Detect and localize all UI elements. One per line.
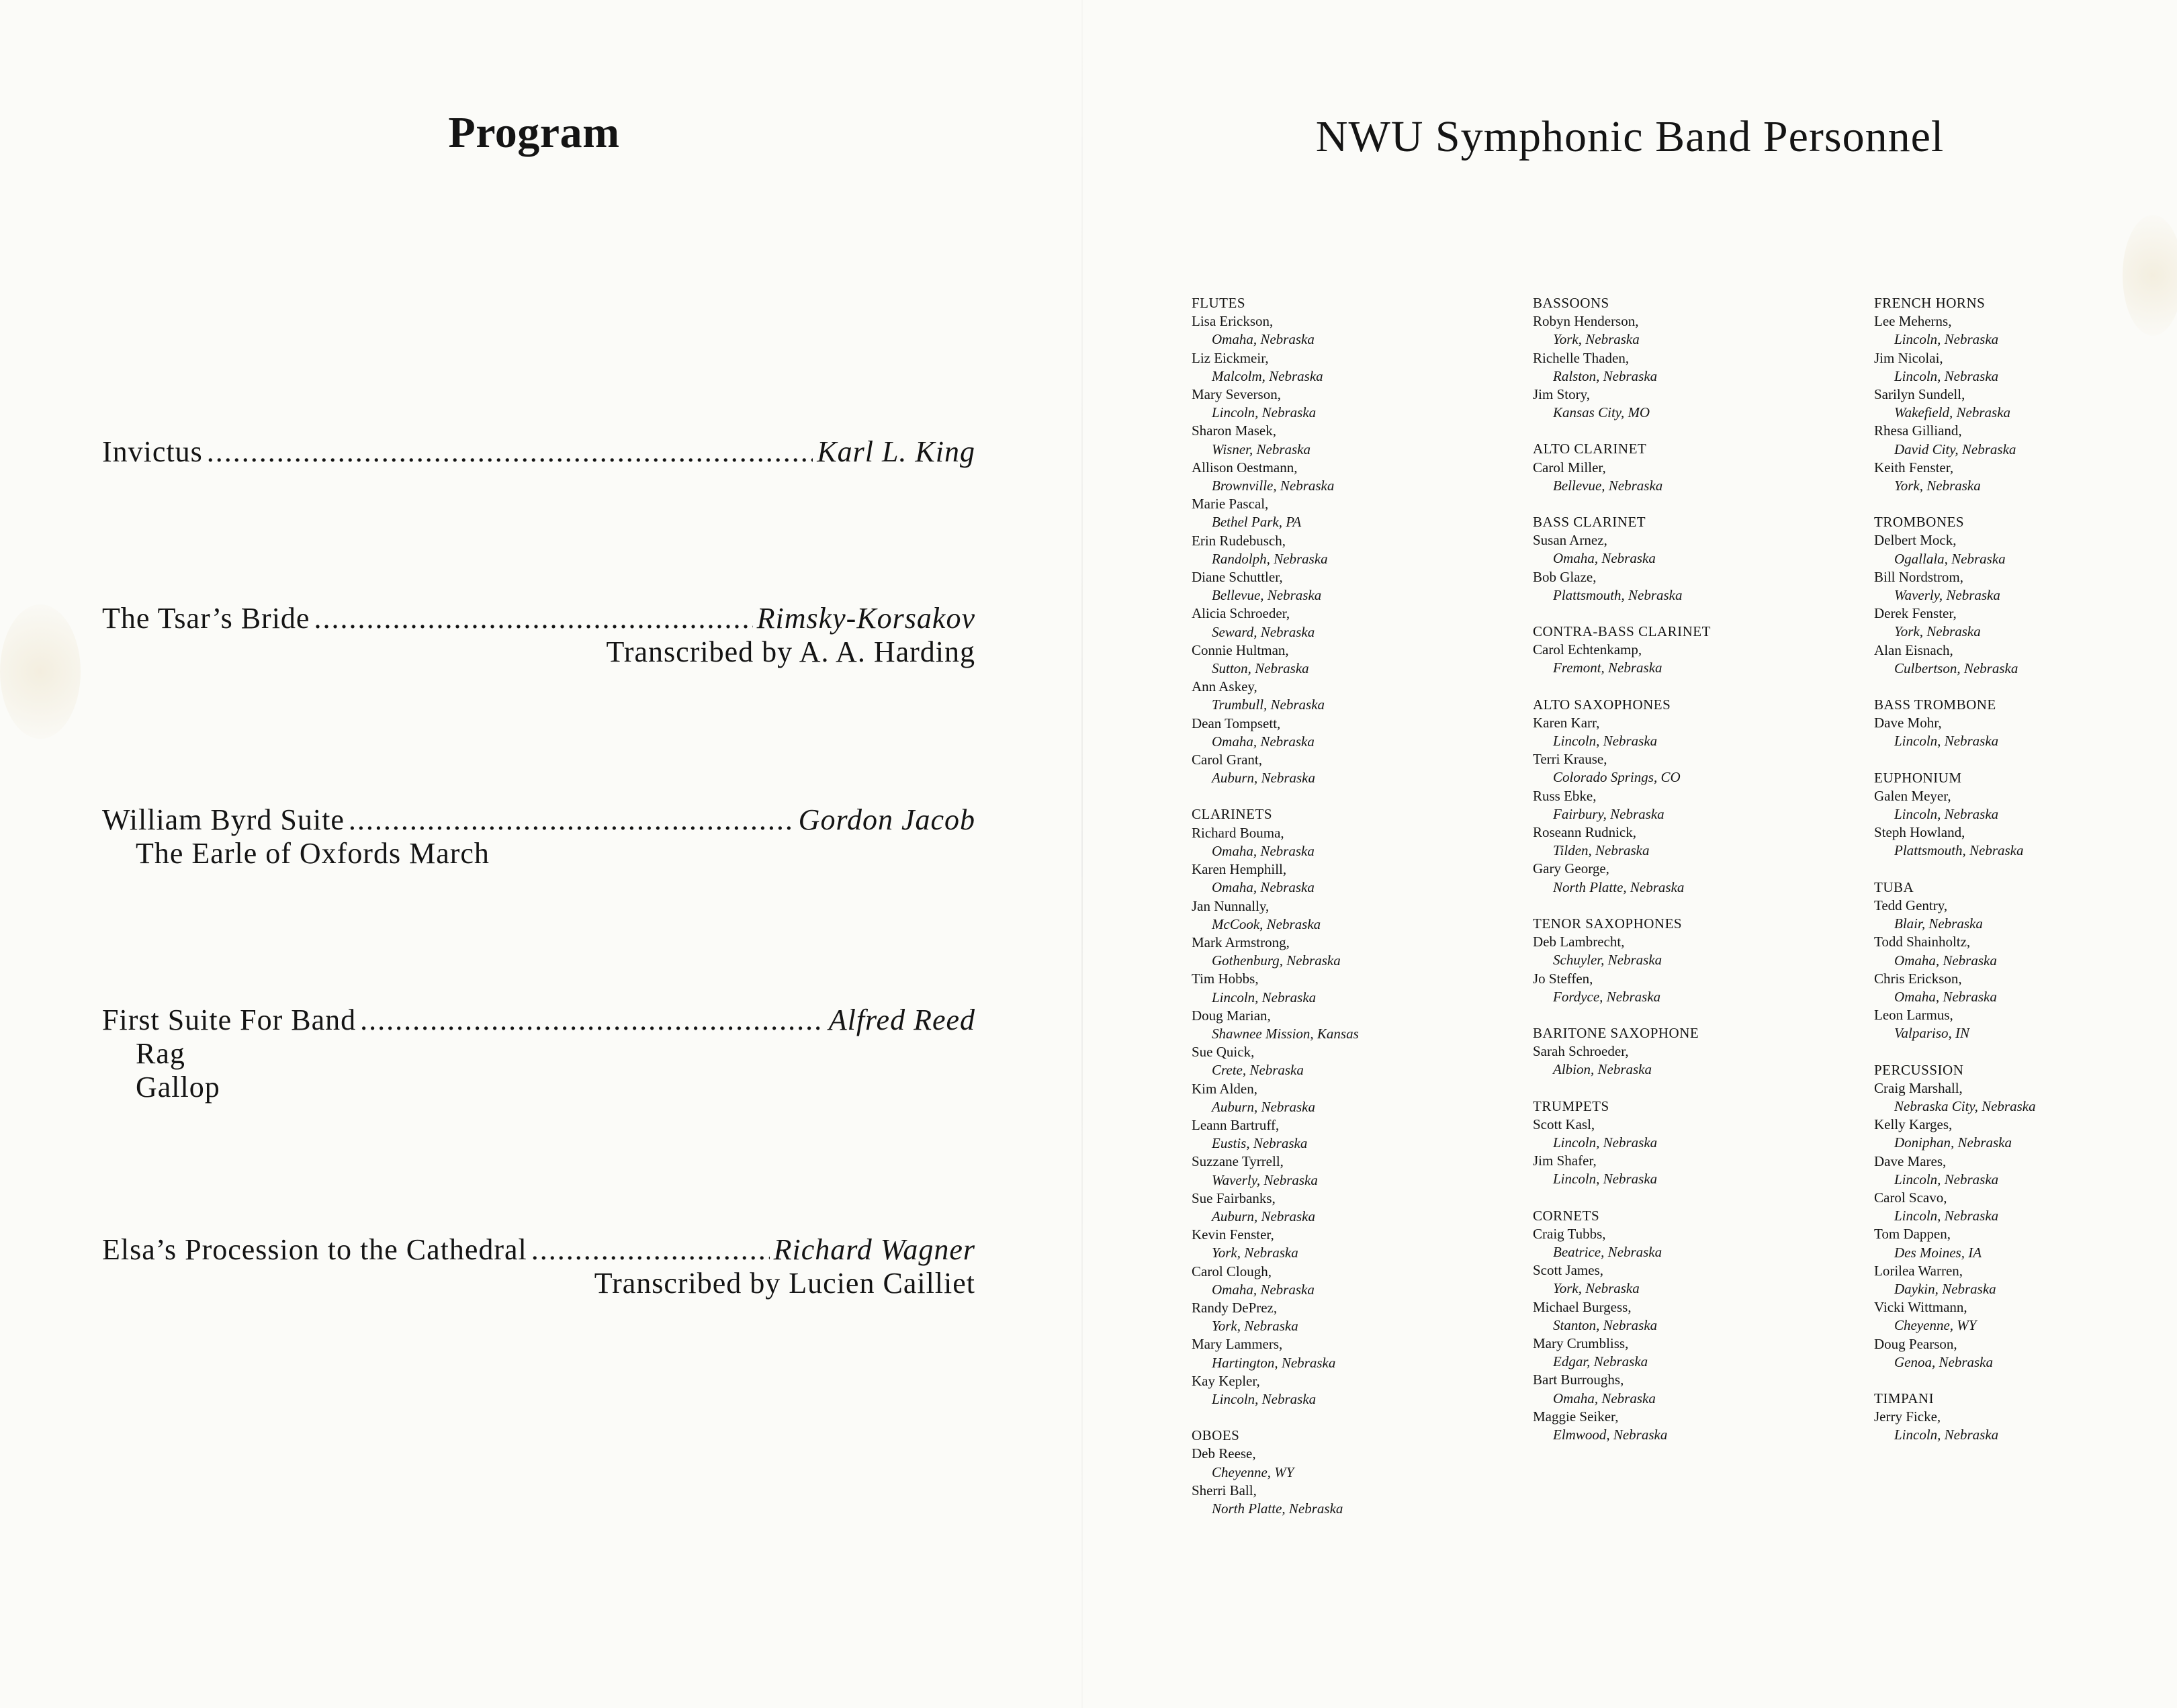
program-page [0,0,1081,1708]
member-hometown: Gothenburg, Nebraska [1212,952,1341,969]
section-heading: CLARINETS [1192,806,1272,823]
instrument-section [1192,805,1494,1408]
member-hometown: Lincoln, Nebraska [1553,1134,1658,1151]
program-item [102,602,975,669]
member-name: Kay Kepler, [1192,1372,1260,1389]
instrument-section [1533,623,1835,678]
member-name: Ann Askey, [1192,678,1257,695]
section-heading: BARITONE SAXOPHONE [1533,1024,1699,1041]
composer-name: Alfred Reed [828,1003,975,1036]
member-name: Jim Story, [1533,386,1590,403]
member-name: Jim Nicolai, [1874,349,1943,366]
member-hometown: Lincoln, Nebraska [1894,806,1999,823]
member-name: Bill Nordstrom, [1874,568,1964,585]
member-hometown: York, Nebraska [1212,1245,1298,1261]
section-heading: CORNETS [1533,1207,1600,1224]
member-name: Delbert Mock, [1874,532,1957,549]
member-hometown: Lincoln, Nebraska [1894,1427,1999,1443]
member-name: Kevin Fenster, [1192,1226,1274,1243]
personnel-column [1533,294,1835,1462]
member-hometown: Lincoln, Nebraska [1212,404,1317,421]
member-hometown: Lincoln, Nebraska [1894,331,1999,348]
member-name: Derek Fenster, [1874,605,1957,622]
member-name: Deb Lambrecht, [1533,934,1625,950]
member-hometown: Fremont, Nebraska [1553,660,1662,676]
member-hometown: Trumbull, Nebraska [1212,696,1325,713]
member-hometown: Randolph, Nebraska [1212,550,1328,567]
member-hometown: Schuyler, Nebraska [1553,952,1662,969]
member-hometown: Omaha, Nebraska [1212,1281,1315,1298]
member-hometown: Lincoln, Nebraska [1553,733,1658,750]
member-name: Richard Bouma, [1192,824,1284,841]
member-name: Scott Kasl, [1533,1116,1595,1132]
member-hometown: Waverly, Nebraska [1212,1171,1318,1188]
member-name: Leon Larmus, [1874,1007,1953,1024]
member-hometown: Albion, Nebraska [1553,1061,1652,1078]
member-name: Liz Eickmeir, [1192,349,1269,366]
instrument-section [1533,696,1835,897]
member-hometown: Elmwood, Nebraska [1553,1426,1668,1443]
section-heading: BASSOONS [1533,295,1609,311]
member-name: Galen Meyer, [1874,787,1951,804]
member-name: Sarilyn Sundell, [1874,386,1965,403]
member-name: Doug Pearson, [1874,1335,1957,1352]
member-name: Craig Tubbs, [1533,1225,1606,1242]
member-name: Maggie Seiker, [1533,1408,1619,1425]
member-name: Leann Bartruff, [1192,1116,1280,1133]
personnel-column [1192,294,1494,1536]
leader-dots [531,1233,770,1267]
member-hometown: York, Nebraska [1212,1318,1298,1335]
member-hometown: Shawnee Mission, Kansas [1212,1025,1359,1042]
program-item-line [102,1003,975,1037]
member-hometown: Fordyce, Nebraska [1553,988,1661,1005]
member-name: Sarah Schroeder, [1533,1043,1629,1060]
member-hometown: Doniphan, Nebraska [1894,1134,2012,1151]
member-name: Richelle Thaden, [1533,349,1630,366]
member-hometown: Kansas City, MO [1553,404,1650,421]
section-heading: TIMPANI [1874,1390,1935,1406]
instrument-section [1874,513,2176,678]
leader-dots [349,803,795,837]
member-name: Doug Marian, [1192,1007,1271,1024]
instrument-section [1192,294,1494,787]
arranger-credit: Transcribed by A. A. Harding [606,635,975,668]
leader-dots [360,1003,825,1037]
member-hometown: Omaha, Nebraska [1894,952,1997,969]
program-item [102,803,975,870]
member-name: Rhesa Gilliand, [1874,422,1962,439]
instrument-section [1533,440,1835,495]
member-name: Lisa Erickson, [1192,313,1274,330]
member-hometown: Lincoln, Nebraska [1894,1171,1999,1187]
member-name: Dave Mohr, [1874,715,1942,731]
page-title: Program [448,108,620,157]
member-hometown: Omaha, Nebraska [1553,550,1656,567]
member-hometown: Omaha, Nebraska [1212,733,1315,750]
personnel-column [1874,294,2176,1463]
member-hometown: Edgar, Nebraska [1553,1353,1648,1370]
leader-dots [314,602,752,635]
member-hometown: Omaha, Nebraska [1212,842,1315,859]
piece-title: Elsa’s Procession to the Cathedral [102,1233,527,1266]
member-hometown: Fairbury, Nebraska [1553,805,1664,822]
member-name: Robyn Henderson, [1533,313,1639,330]
member-name: Tim Hobbs, [1192,971,1259,987]
member-hometown: Cheyenne, WY [1212,1464,1294,1480]
section-heading: BASS CLARINET [1533,514,1646,531]
program-item-line [102,1233,975,1267]
member-hometown: Hartington, Nebraska [1212,1354,1336,1371]
piece-title: William Byrd Suite [102,803,345,836]
member-hometown: Colorado Springs, CO [1553,769,1681,786]
member-name: Bob Glaze, [1533,568,1597,585]
member-hometown: Beatrice, Nebraska [1553,1243,1662,1260]
section-heading: CONTRA-BASS CLARINET [1533,623,1711,640]
member-name: Sue Quick, [1192,1044,1255,1061]
member-name: Kim Alden, [1192,1080,1257,1097]
member-hometown: Lincoln, Nebraska [1894,1208,1999,1224]
member-name: Alicia Schroeder, [1192,605,1290,622]
member-name: Scott James, [1533,1262,1603,1279]
member-hometown: Daykin, Nebraska [1894,1280,1996,1297]
section-heading: EUPHONIUM [1874,769,1962,786]
member-name: Tedd Gentry, [1874,897,1948,913]
member-hometown: York, Nebraska [1553,331,1640,348]
member-name: Susan Arnez, [1533,532,1607,549]
member-hometown: Lincoln, Nebraska [1894,733,1999,750]
member-name: Karen Hemphill, [1192,861,1287,878]
member-hometown: Plattsmouth, Nebraska [1553,586,1683,603]
movement-title: Gallop [136,1071,220,1104]
member-hometown: Valpariso, IN [1894,1025,1970,1042]
composer-name: Richard Wagner [773,1233,975,1266]
arranger-credit: Transcribed by Lucien Cailliet [594,1267,975,1300]
instrument-section [1533,513,1835,604]
member-hometown: Ogallala, Nebraska [1894,550,2006,567]
personnel-page [1083,0,2177,1708]
member-hometown: Lincoln, Nebraska [1553,1171,1658,1187]
section-heading: ALTO SAXOPHONES [1533,696,1671,713]
member-hometown: North Platte, Nebraska [1212,1500,1343,1517]
member-hometown: Bethel Park, PA [1212,514,1302,531]
member-name: Sharon Masek, [1192,422,1276,439]
piece-title: First Suite For Band [102,1003,357,1036]
member-name: Suzzane Tyrrell, [1192,1153,1284,1170]
member-name: Sherri Ball, [1192,1482,1257,1498]
piece-title: The Tsar’s Bride [102,602,310,635]
piece-title: Invictus [102,435,203,468]
member-name: Jim Shafer, [1533,1153,1597,1169]
member-hometown: Plattsmouth, Nebraska [1894,842,2024,859]
instrument-section [1533,1024,1835,1079]
composer-name: Karl L. King [817,435,975,468]
movement-title: Rag [136,1037,185,1070]
member-hometown: Waverly, Nebraska [1894,587,2000,604]
member-hometown: Culbertson, Nebraska [1894,660,2018,676]
member-name: Mark Armstrong, [1192,934,1290,950]
instrument-section [1874,1061,2176,1372]
member-hometown: York, Nebraska [1894,623,1981,640]
member-name: Jan Nunnally, [1192,897,1270,914]
section-heading: ALTO CLARINET [1533,441,1647,457]
member-name: Carol Grant, [1192,752,1262,768]
member-hometown: Stanton, Nebraska [1553,1316,1658,1333]
program-item-line [102,602,975,635]
member-name: Gary George, [1533,860,1609,877]
member-name: Mary Crumbliss, [1533,1335,1629,1351]
member-hometown: Ralston, Nebraska [1553,367,1658,384]
member-hometown: Genoa, Nebraska [1894,1353,1993,1370]
member-name: Bart Burroughs, [1533,1372,1624,1388]
instrument-section [1533,915,1835,1006]
member-name: Keith Fenster, [1874,459,1954,476]
section-heading: BASS TROMBONE [1874,696,1996,713]
member-hometown: York, Nebraska [1553,1280,1640,1297]
member-name: Steph Howland, [1874,824,1965,841]
member-hometown: Omaha, Nebraska [1212,879,1315,896]
member-hometown: Cheyenne, WY [1894,1317,1977,1334]
member-hometown: Malcolm, Nebraska [1212,367,1323,384]
member-hometown: Seward, Nebraska [1212,623,1315,640]
member-name: Terri Krause, [1533,751,1607,768]
personnel-title: NWU Symphonic Band Personnel [1315,112,1945,161]
movement-title: The Earle of Oxfords March [136,837,490,870]
program-item [102,435,975,469]
member-hometown: Des Moines, IA [1894,1244,1982,1261]
member-name: Connie Hultman, [1192,641,1289,658]
instrument-section [1874,769,2176,860]
member-name: Dave Mares, [1874,1153,1947,1169]
program-item-line [102,803,975,837]
member-hometown: York, Nebraska [1894,478,1981,494]
section-heading: FRENCH HORNS [1874,295,1986,311]
member-name: Carol Scavo, [1874,1189,1947,1206]
section-heading: TRUMPETS [1533,1097,1609,1114]
leader-dots [207,435,813,469]
member-hometown: Tilden, Nebraska [1553,842,1650,859]
member-hometown: Nebraska City, Nebraska [1894,1097,2036,1114]
member-name: Chris Erickson, [1874,970,1962,987]
instrument-section [1874,696,2176,751]
member-name: Mary Lammers, [1192,1336,1283,1353]
member-name: Tom Dappen, [1874,1226,1951,1243]
member-hometown: Wakefield, Nebraska [1894,404,2011,421]
member-hometown: Omaha, Nebraska [1894,988,1997,1005]
member-name: Allison Oestmann, [1192,459,1298,476]
member-name: Sue Fairbanks, [1192,1189,1276,1206]
member-name: Erin Rudebusch, [1192,532,1286,549]
section-heading: TUBA [1874,879,1914,895]
member-name: Marie Pascal, [1192,496,1269,512]
member-name: Lee Meherns, [1874,313,1952,330]
member-name: Jo Steffen, [1533,970,1593,987]
section-heading: OBOES [1192,1427,1240,1444]
member-name: Karen Karr, [1533,714,1600,731]
member-name: Russ Ebke, [1533,787,1597,804]
section-heading: TROMBONES [1874,514,1965,531]
member-name: Kelly Karges, [1874,1116,1953,1133]
instrument-section [1192,1427,1494,1518]
member-name: Carol Clough, [1192,1263,1272,1279]
member-name: Randy DePrez, [1192,1299,1278,1316]
member-name: Carol Miller, [1533,459,1606,476]
program-item [102,1003,975,1104]
member-name: Diane Schuttler, [1192,569,1283,586]
member-hometown: Brownville, Nebraska [1212,478,1335,494]
member-hometown: Auburn, Nebraska [1212,1208,1315,1224]
member-name: Lorilea Warren, [1874,1262,1963,1279]
section-heading: FLUTES [1192,295,1246,311]
member-hometown: Bellevue, Nebraska [1553,477,1663,494]
instrument-section [1533,1097,1835,1189]
program-item [102,1233,975,1300]
member-name: Roseann Rudnick, [1533,824,1636,841]
member-hometown: Sutton, Nebraska [1212,660,1309,677]
member-hometown: Blair, Nebraska [1894,915,1983,932]
member-name: Craig Marshall, [1874,1079,1963,1096]
member-hometown: Eustis, Nebraska [1212,1135,1308,1152]
member-name: Todd Shainholtz, [1874,934,1971,950]
member-hometown: Lincoln, Nebraska [1212,1390,1317,1407]
member-hometown: Lincoln, Nebraska [1894,367,1999,384]
member-hometown: Bellevue, Nebraska [1212,587,1322,604]
member-name: Mary Severson, [1192,386,1281,403]
member-name: Deb Reese, [1192,1445,1256,1462]
member-hometown: David City, Nebraska [1894,441,2016,457]
member-name: Dean Tompsett, [1192,715,1281,731]
member-hometown: Wisner, Nebraska [1212,441,1310,457]
instrument-section [1533,1207,1835,1445]
member-name: Carol Echtenkamp, [1533,641,1642,658]
instrument-section [1874,1390,2176,1445]
instrument-section [1533,294,1835,422]
member-hometown: Omaha, Nebraska [1212,331,1315,348]
instrument-section [1874,294,2176,495]
program-item-line [102,435,975,469]
member-name: Michael Burgess, [1533,1298,1632,1315]
section-heading: PERCUSSION [1874,1061,1964,1078]
member-hometown: Auburn, Nebraska [1212,770,1315,786]
member-hometown: Auburn, Nebraska [1212,1098,1315,1115]
member-hometown: Omaha, Nebraska [1553,1390,1656,1406]
member-hometown: North Platte, Nebraska [1553,879,1685,895]
member-name: Vicki Wittmann, [1874,1299,1967,1316]
member-hometown: McCook, Nebraska [1212,915,1321,932]
member-name: Jerry Ficke, [1874,1408,1941,1425]
member-hometown: Crete, Nebraska [1212,1062,1304,1079]
composer-name: Gordon Jacob [798,803,975,836]
member-hometown: Lincoln, Nebraska [1212,989,1317,1005]
instrument-section [1874,879,2176,1043]
composer-name: Rimsky-Korsakov [756,602,975,635]
section-heading: TENOR SAXOPHONES [1533,915,1683,932]
member-name: Alan Eisnach, [1874,641,1953,658]
